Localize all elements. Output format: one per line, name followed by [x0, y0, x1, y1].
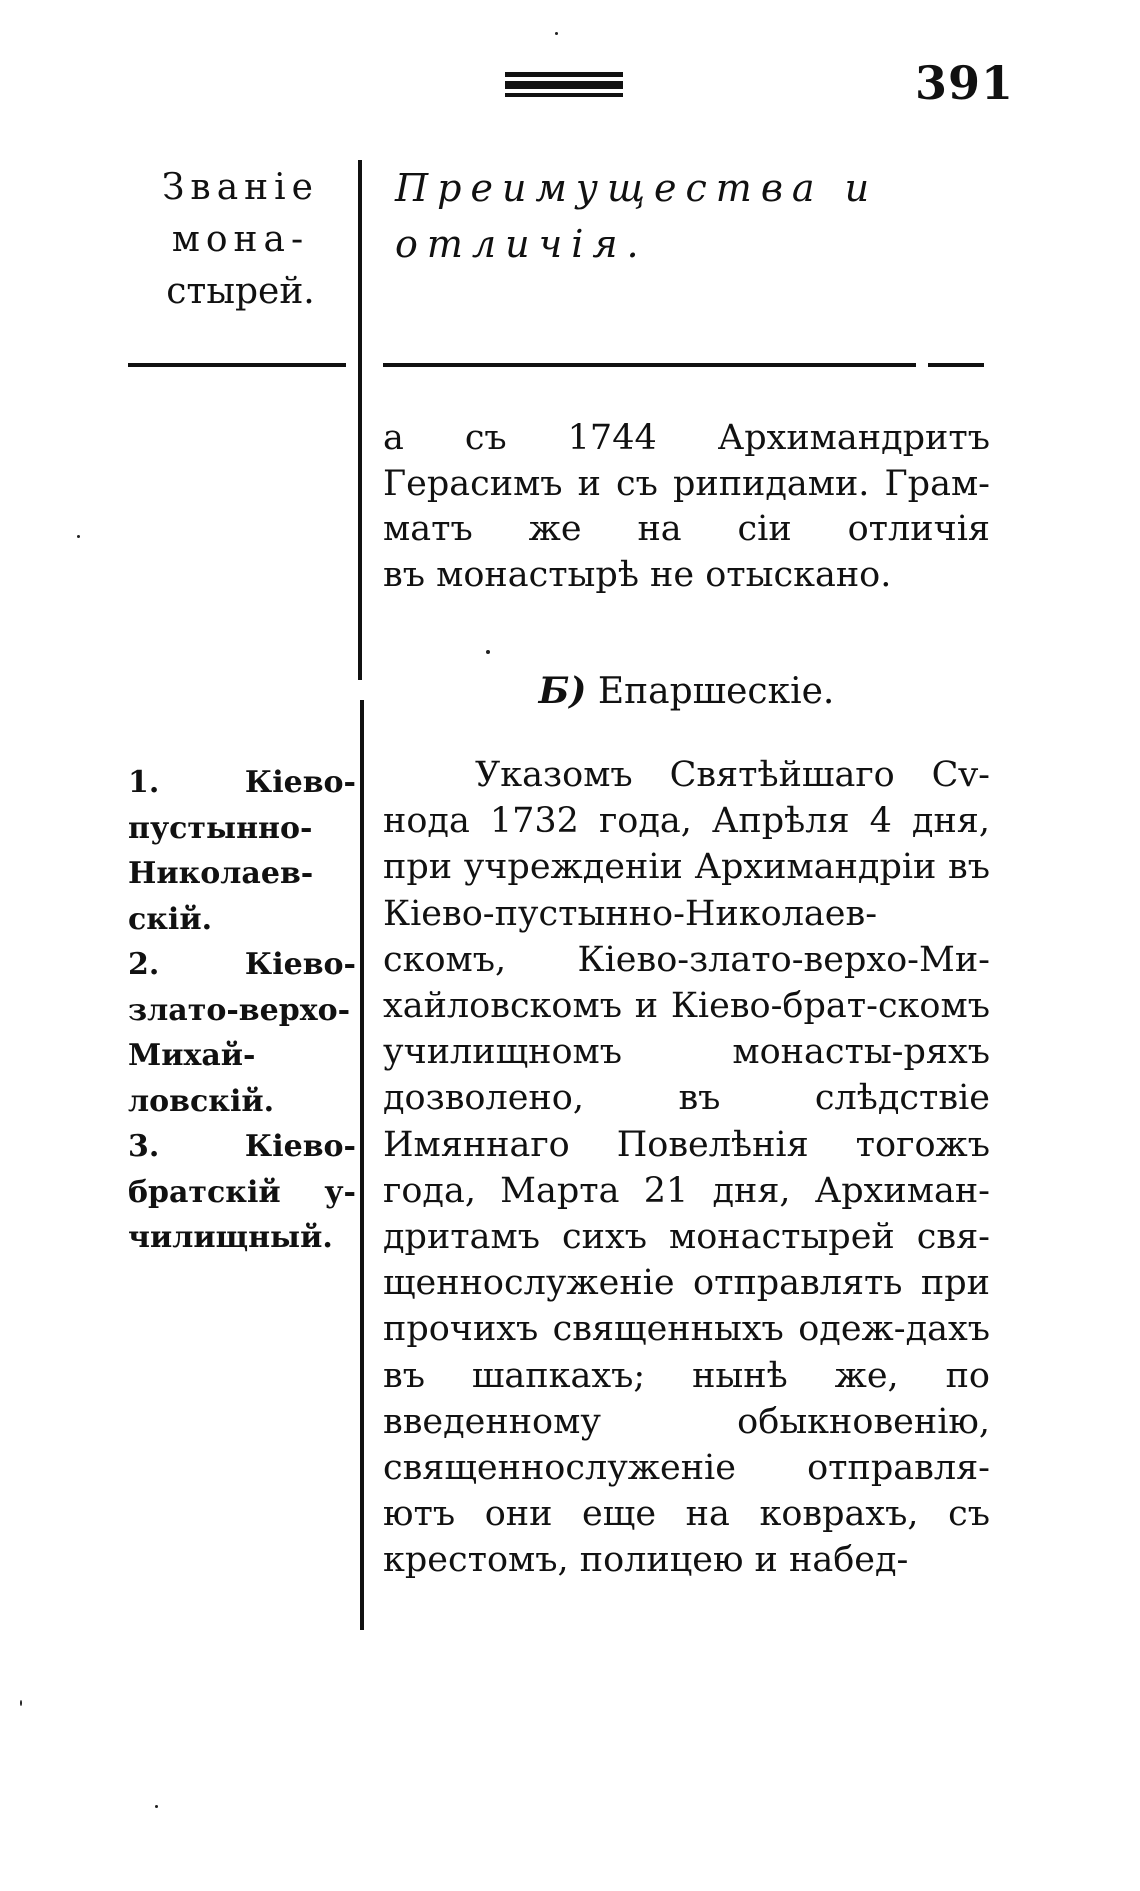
column-divider-top [358, 160, 362, 680]
paper-speck [555, 32, 558, 35]
header-ornament [505, 72, 623, 98]
monastery-item-2: 2. Кіево-злато-верхо-Михай-ловскій. [128, 947, 356, 1119]
continuation-text [383, 416, 990, 598]
section-title: Епаршескіе. [597, 671, 835, 712]
left-heading-line-1: Званіе [162, 167, 319, 208]
left-heading-line-3: стырей. [166, 271, 315, 312]
paper-speck [20, 1700, 22, 1706]
left-heading-rule [128, 363, 346, 367]
monastery-list [128, 760, 356, 1261]
left-column-heading [128, 162, 353, 318]
right-heading-line-1: Преимущества и [395, 166, 879, 210]
page-number: 391 [915, 56, 1015, 110]
continuation-line-3: матъ же на сіи отличія [383, 509, 990, 549]
paper-speck [77, 535, 80, 538]
paper-speck [155, 1805, 158, 1808]
main-paragraph: Указомъ Святѣйшаго Сv-нода 1732 года, Апрѣля 4 дня, при учрежденіи Архимандріи въ Кіево-пустынно-Николаев-скомъ, Кіево-злато-верхо-Ми-хайловскомъ и Кіево-брат-скомъ училищномъ монасты-ряхъ дозволено, въ слѣдствіе Имяннаго Повелѣнія тогожъ года, Марта 21 дня, Архиман-дритамъ сихъ монастырей свя-щеннослуженіе отправлять при прочихъ священныхъ одеж-дахъ въ шапкахъ; нынѣ же, по введенному обыкновенію, священнослуженіе отправля-ютъ они еще на коврахъ, съ крестомъ, полицею и набед- [383, 755, 990, 1581]
main-text [383, 752, 990, 1584]
section-heading [383, 668, 990, 715]
column-divider-bottom [360, 700, 364, 1630]
right-heading-line-2: отличія. [395, 222, 648, 266]
paper-speck [486, 650, 490, 654]
continuation-line-2: Герасимъ и съ рипидами. Грам- [383, 463, 990, 504]
right-column-heading [395, 160, 995, 272]
right-heading-rule [383, 363, 916, 367]
left-heading-line-2: мона- [171, 219, 310, 260]
continuation-line-4: въ монастырѣ не отыскано. [383, 554, 892, 595]
monastery-item-3: 3. Кіево-братскій у-чилищный. [128, 1129, 356, 1255]
monastery-item-1: 1. Кіево-пустынно-Николаев-скій. [128, 765, 356, 937]
right-heading-rule-end [928, 363, 984, 367]
section-letter: Б) [538, 670, 587, 712]
continuation-line-1: а съ 1744 Архимандритъ [383, 418, 990, 458]
